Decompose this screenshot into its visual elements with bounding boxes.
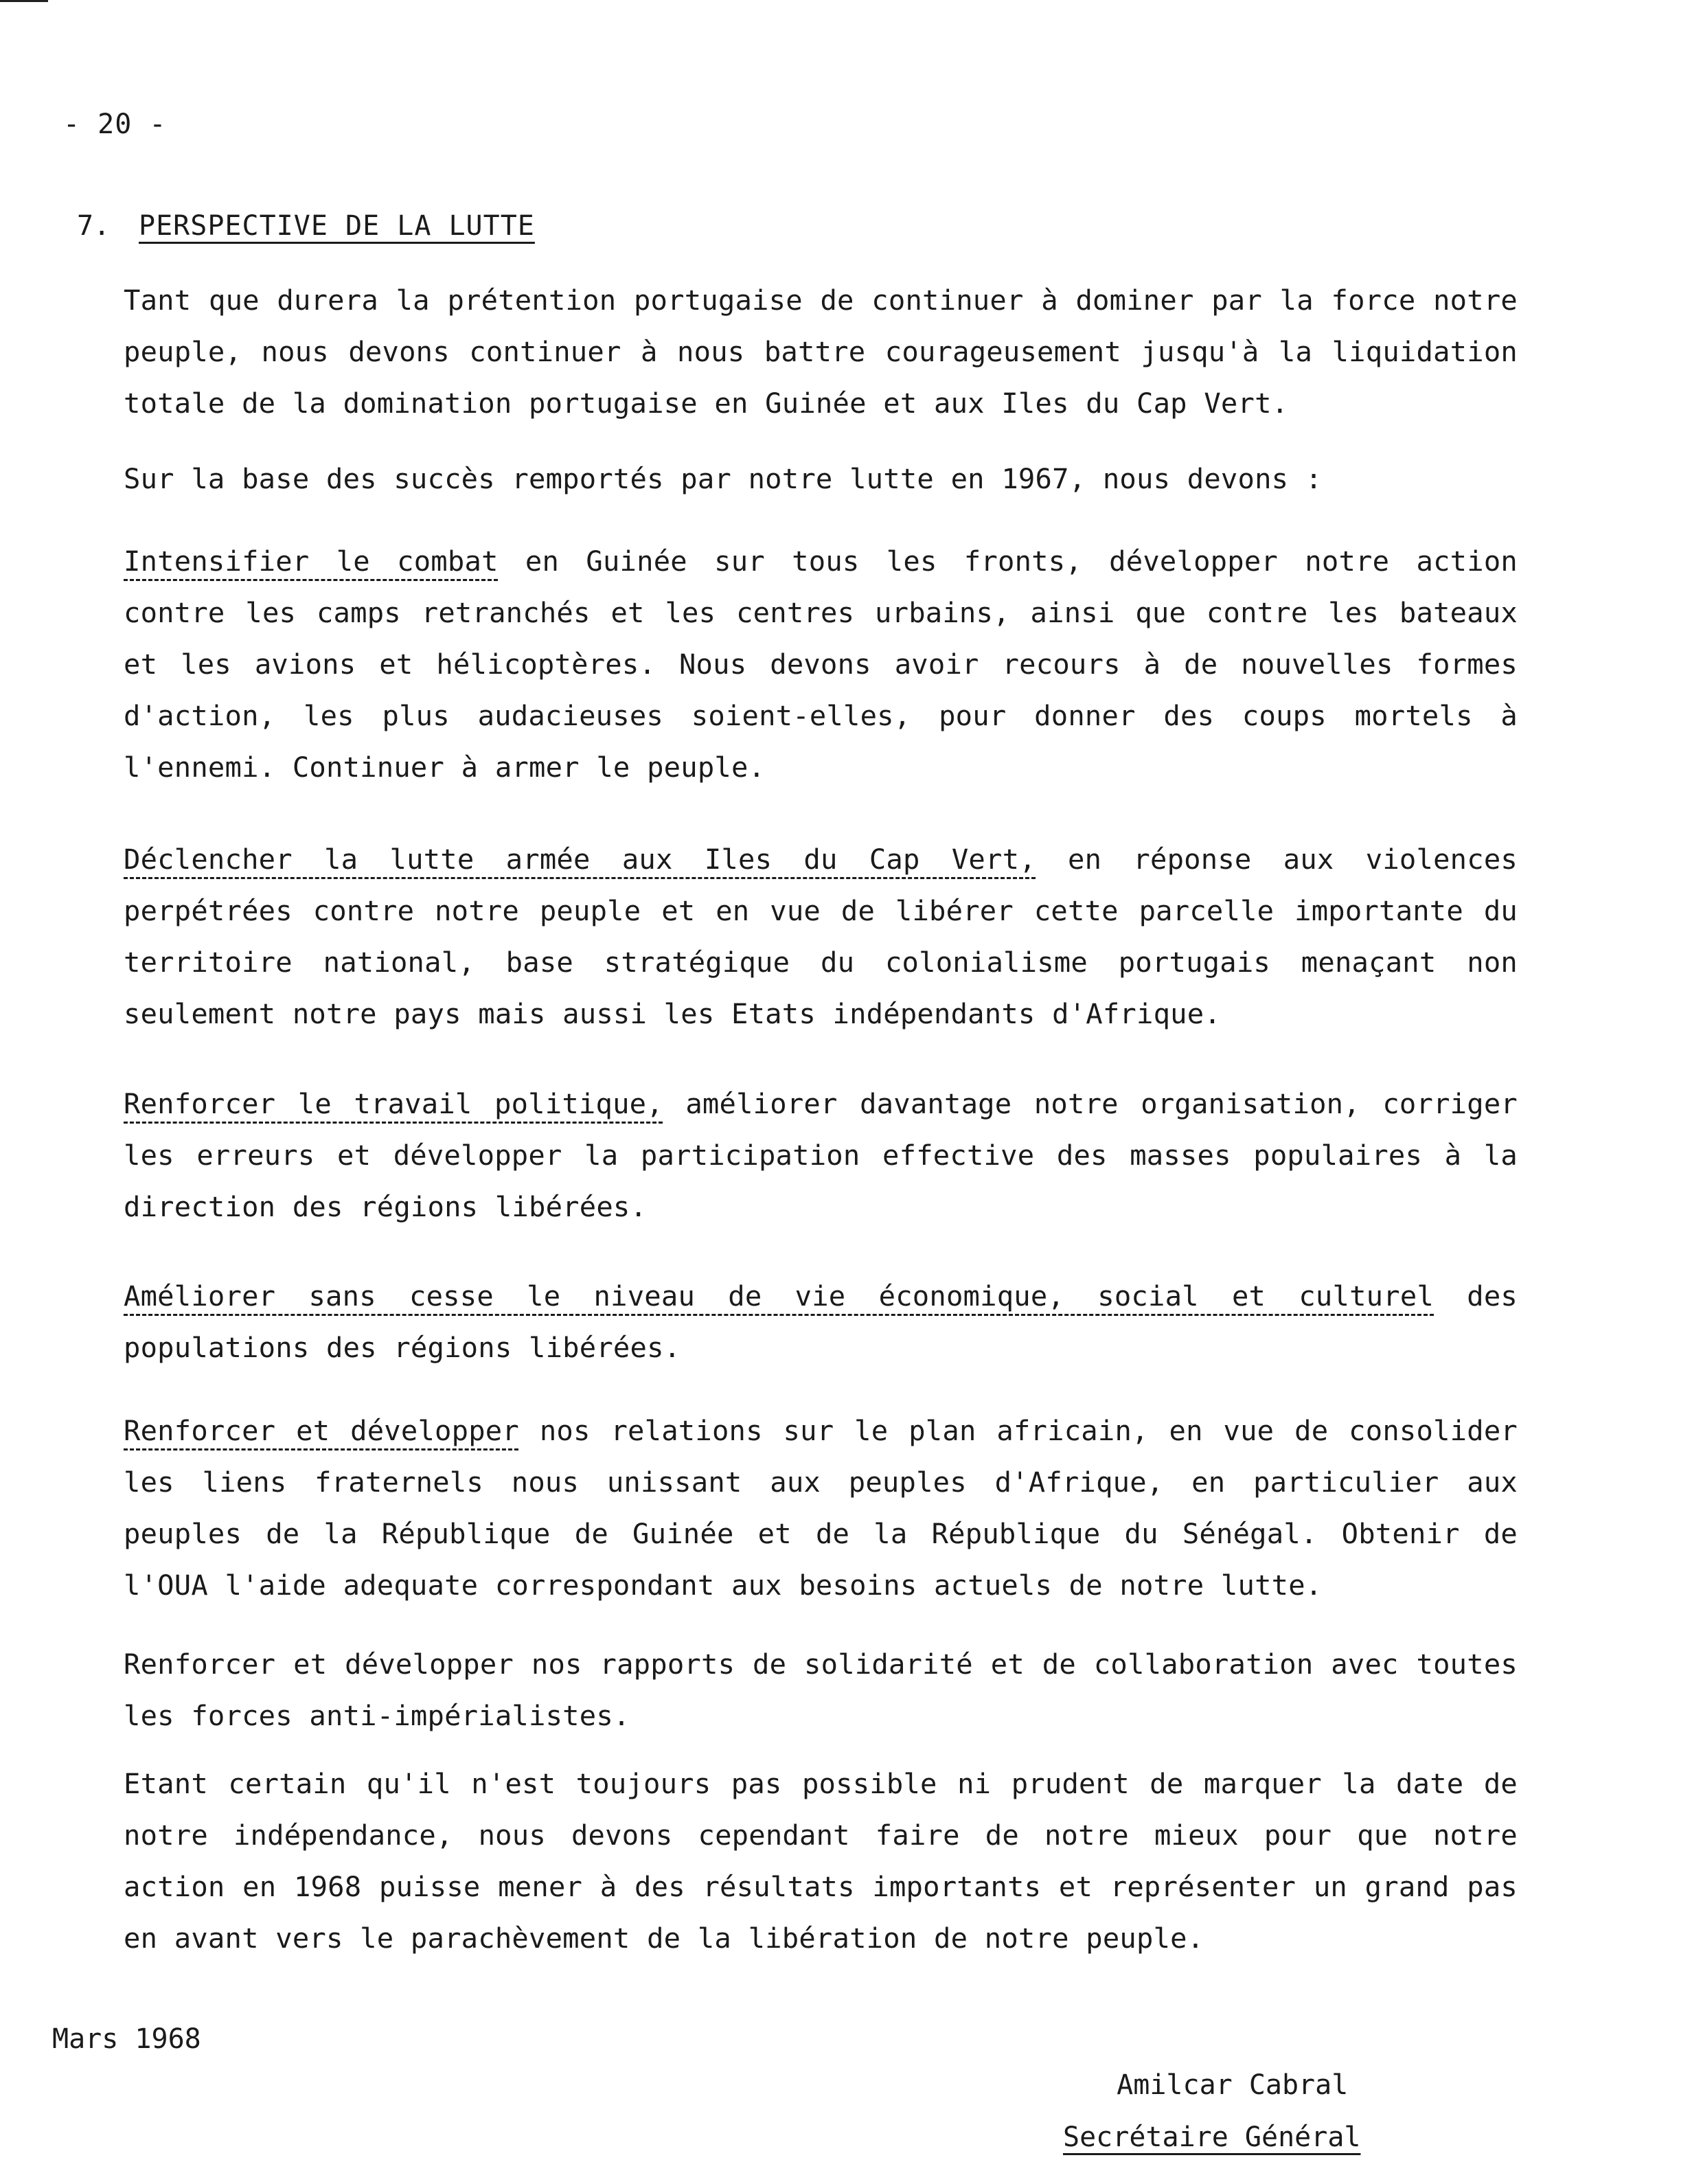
signature-block <box>1063 2059 1360 2163</box>
paragraph-lead: Déclencher la lutte armée aux Iles du Cap Vert, <box>124 843 1036 876</box>
paragraph-text: améliorer davantage notre organisation, corriger les erreurs et développer la participation effective des masses populaires à la direction des régions libérées. <box>124 1087 1518 1223</box>
paragraph-lead: Intensifier le combat <box>124 545 499 578</box>
section-heading <box>77 210 535 242</box>
scan-edge-mark <box>0 0 48 2</box>
section-title: PERSPECTIVE DE LA LUTTE <box>139 210 535 242</box>
document-date: Mars 1968 <box>52 2023 201 2055</box>
paragraph-text: nos relations sur le plan africain, en vue de consolider les liens fraternels nous unissant aux peuples d'Afrique, en particulier aux peuples de la République de Guinée et de la République du Sénégal. Obtenir de l'OUA l'aide adequate correspondant aux besoins actuels de notre lutte. <box>124 1414 1518 1602</box>
paragraph-lead: Améliorer sans cesse le niveau de vie économique, social et culturel <box>124 1279 1434 1312</box>
paragraph-independence <box>124 1758 1518 1964</box>
signatory-name: Amilcar Cabral <box>1117 2069 1349 2101</box>
paragraph-intro <box>124 275 1518 429</box>
paragraph-text: Renforcer et développer nos rapports de solidarité et de collaboration avec toutes les forces anti-impérialistes. <box>124 1648 1518 1732</box>
paragraph-intensify <box>124 536 1518 793</box>
paragraph-basis <box>124 453 1518 505</box>
signatory-role: Secrétaire Général <box>1063 2122 1361 2153</box>
paragraph-text: Sur la base des succès remportés par notre lutte en 1967, nous devons : <box>124 462 1323 495</box>
paragraph-text: en Guinée sur tous les fronts, développer notre action contre les camps retranchés et les centres urbains, ainsi que contre les bateaux et les avions et hélicoptères. Nous devons avoir recours à de nouvelles formes d'action, les plus audacieuses soient-elles, pour donner des coups mortels à l'ennemi. Continuer à armer le peuple. <box>124 545 1518 784</box>
section-number: 7. <box>77 210 111 242</box>
paragraph-political-work <box>124 1078 1518 1233</box>
page-number: - 20 - <box>63 109 167 140</box>
paragraph-lead: Renforcer le travail politique, <box>124 1087 663 1120</box>
paragraph-cap-vert <box>124 834 1518 1040</box>
paragraph-text: des populations des régions libérées. <box>124 1279 1518 1364</box>
paragraph-african-relations <box>124 1405 1518 1611</box>
paragraph-living-standards <box>124 1271 1518 1374</box>
paragraph-solidarity <box>124 1639 1518 1742</box>
paragraph-lead: Renforcer et développer <box>124 1414 519 1447</box>
paragraph-text: en réponse aux violences perpétrées contre notre peuple et en vue de libérer cette parcelle importante du territoire national, base stratégique du colonialisme portugais menaçant non seulement notre pays mais aussi les Etats indépendants d'Afrique. <box>124 843 1518 1030</box>
paragraph-text: Tant que durera la prétention portugaise de continuer à dominer par la force notre peuple, nous devons continuer à nous battre courageusement jusqu'à la liquidation totale de la domination portugaise en Guinée et aux Iles du Cap Vert. <box>124 284 1518 420</box>
paragraph-text: Etant certain qu'il n'est toujours pas possible ni prudent de marquer la date de notre indépendance, nous devons cependant faire de notre mieux pour que notre action en 1968 puisse mener à des résultats importants et représenter un grand pas en avant vers le parachèvement de la libération de notre peuple. <box>124 1767 1518 1955</box>
